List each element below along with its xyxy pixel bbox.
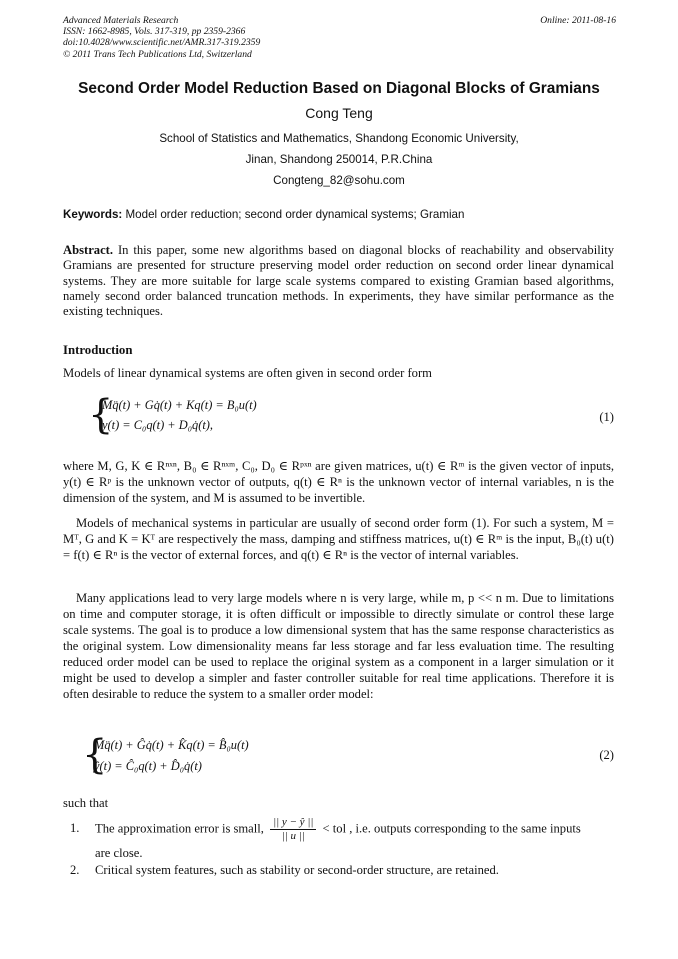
equation-1-number: (1) — [599, 410, 614, 424]
equation-2-brace: { — [82, 732, 108, 778]
paper-author: Cong Teng — [305, 105, 373, 121]
journal-doi: doi:10.4028/www.scientific.net/AMR.317-319.2359 — [63, 37, 261, 49]
equation-2-line-2: ŷ(t) = Ĉ₀q(t) + D̂₀q̇(t) — [94, 759, 202, 773]
keywords-label: Keywords: — [63, 208, 123, 221]
error-fraction-numerator: || y − ŷ || — [270, 816, 316, 830]
intro-paragraph-1: Models of linear dynamical systems are often given in second order form — [63, 366, 432, 380]
equation-1-line-2: y(t) = C₀q(t) + D₀q̇(t), — [102, 418, 214, 432]
abstract-label: Abstract. — [63, 243, 114, 257]
online-date: Online: 2011-08-16 — [540, 15, 616, 26]
error-fraction — [270, 816, 316, 843]
conditions-list — [70, 816, 615, 876]
equation-1-line-1: Mq̈(t) + Gq̇(t) + Kq(t) = B₀u(t) — [102, 398, 257, 412]
intro-paragraph-3: Models of mechanical systems in particular are usually of second order form (1). For such a system, M = Mᵀ, G and K = Kᵀ are respectively the mass, damping and stiffness matrices, u(t) ∈ Rᵐ is the input, B₀(t) u(t) = f(t) ∈ Rⁿ is the vector of external forces, and q(t) ∈ Rⁿ is the vector of internal variables. — [63, 516, 614, 562]
equation-2-line-1: M̂q̈(t) + Ĝq̇(t) + K̂q(t) = B̂₀u(t) — [94, 738, 249, 752]
list-item-1-number: 1. — [70, 821, 80, 835]
such-that-text: such that — [63, 796, 109, 810]
error-fraction-denominator: || u || — [281, 830, 305, 842]
affiliation-line-1: School of Statistics and Mathematics, Shandong Economic University, — [159, 132, 519, 145]
journal-issn: ISSN: 1662-8985, Vols. 317-319, pp 2359-2366 — [63, 26, 246, 38]
journal-copyright: © 2011 Trans Tech Publications Ltd, Switzerland — [63, 48, 252, 60]
affiliation-line-2: Jinan, Shandong 250014, P.R.China — [245, 153, 433, 166]
list-item-1-text-end: are close. — [95, 846, 143, 860]
list-item-1 — [95, 816, 615, 861]
keywords-text: Model order reduction; second order dynamical systems; Gramian — [125, 208, 465, 221]
abstract — [63, 243, 614, 319]
equation-1-brace: { — [88, 392, 114, 438]
author-email: Congteng_82@sohu.com — [273, 174, 405, 187]
list-item-1-text: The approximation error is small, — [95, 821, 264, 836]
abstract-text: In this paper, some new algorithms based on diagonal blocks of reachability and observability Gramians are presented for structure preserving model order reduction on second order linear dynamical systems. They are more suitable for large scale systems compared to existing Gramian based algorithms, namely second order balanced truncation methods. In experiments, they have similar performance as the existing techniques. — [63, 243, 614, 319]
intro-paragraph-2: where M, G, K ∈ Rⁿˣⁿ, B₀ ∈ Rⁿˣᵐ, C₀, D₀ ∈ Rᵖˣⁿ are given matrices, u(t) ∈ Rᵐ is the given vector of inputs, y(t) ∈ Rᵖ is the unknown vector of outputs, q(t) ∈ Rⁿ is the unknown vector of internal variables, n is the dimension of the system, and M is assumed to be invertible. — [63, 459, 614, 505]
paper-title: Second Order Model Reduction Based on Diagonal Blocks of Gramians — [78, 80, 600, 97]
intro-paragraph-4: Many applications lead to very large models where n is very large, while m, p << n m. Due to limitations on time and computer storage, it is often difficult or impossible to directly simulate or control these large scale systems. The goal is to produce a low dimensional system that has the same response characteristics as the original system. Low dimensionality means far less storage and far less evaluation time. The resulting reduced order model can be used to replace the original system as a component in a larger simulation or it might be used to develop a simpler and faster controller suitable for real time applications. Therefore it is often desirable to reduce the system to a smaller order model: — [63, 591, 614, 701]
journal-name: Advanced Materials Research — [63, 15, 179, 26]
equation-2-number: (2) — [599, 748, 614, 762]
list-item-1-text-cont: < tol , i.e. outputs corresponding to the same inputs — [322, 821, 581, 836]
journal-header — [63, 15, 260, 60]
list-item-2-number: 2. — [70, 863, 80, 877]
list-item-2-text: Critical system features, such as stability or second-order structure, are retained. — [95, 863, 499, 877]
section-heading-introduction: Introduction — [63, 343, 133, 357]
keywords — [63, 208, 464, 221]
